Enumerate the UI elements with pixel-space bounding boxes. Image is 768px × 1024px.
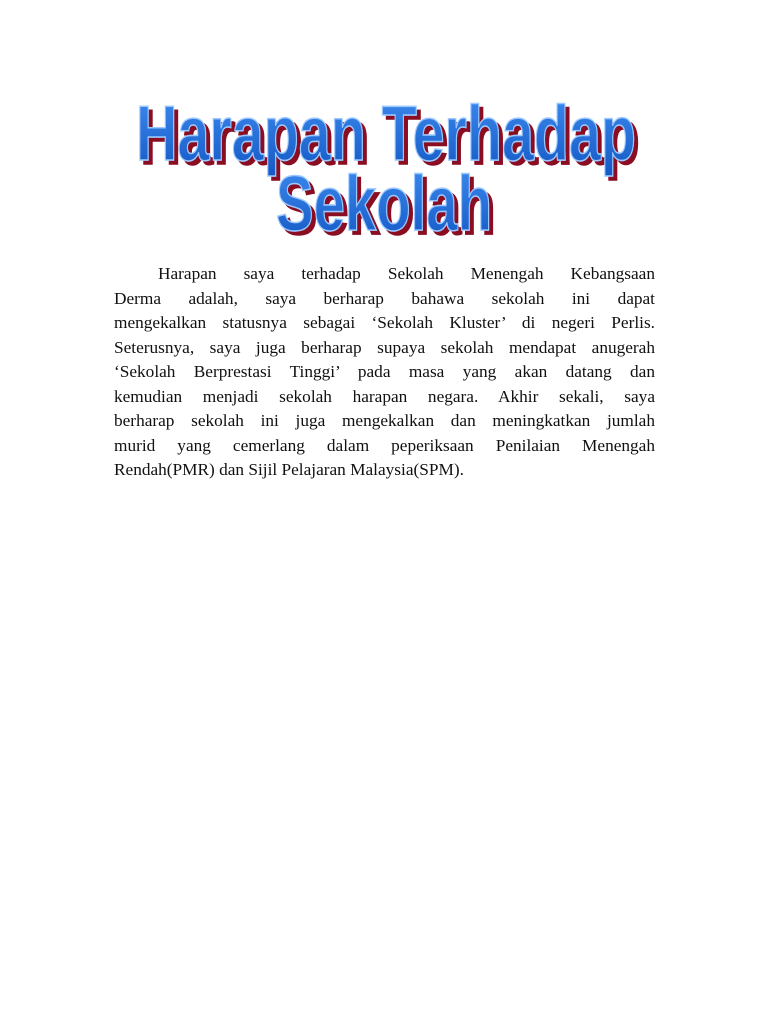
title-line1: Harapan Terhadap [136,89,636,177]
paragraph-line: murid yang cemerlang dalam peperiksaan Penilaian Menengah [114,435,655,455]
paragraph-line: ‘Sekolah Berprestasi Tinggi’ pada masa yang akan datang dan [114,362,655,381]
paragraph-line: Rendah(PMR) dan Sijil Pelajaran Malaysia(SPM). [114,460,464,479]
body-paragraph [114,262,655,483]
title-wordart [0,0,768,260]
paragraph-line: berharap sekolah ini juga mengekalkan dan meningkatkan jumlah [114,411,655,430]
paragraph-line: Harapan saya terhadap Sekolah Menengah Kebangsaan [158,264,655,283]
title-line2: Sekolah [276,159,492,247]
paragraph-line: Seterusnya, saya juga berharap supaya sekolah mendapat anugerah [114,337,655,357]
paragraph-line: kemudian menjadi sekolah harapan negara. Akhir sekali, saya [114,386,655,406]
paragraph-line: mengekalkan statusnya sebagai ‘Sekolah Kluster’ di negeri Perlis. [114,313,655,332]
paragraph-line: Derma adalah, saya berharap bahawa sekolah ini dapat [114,288,655,308]
